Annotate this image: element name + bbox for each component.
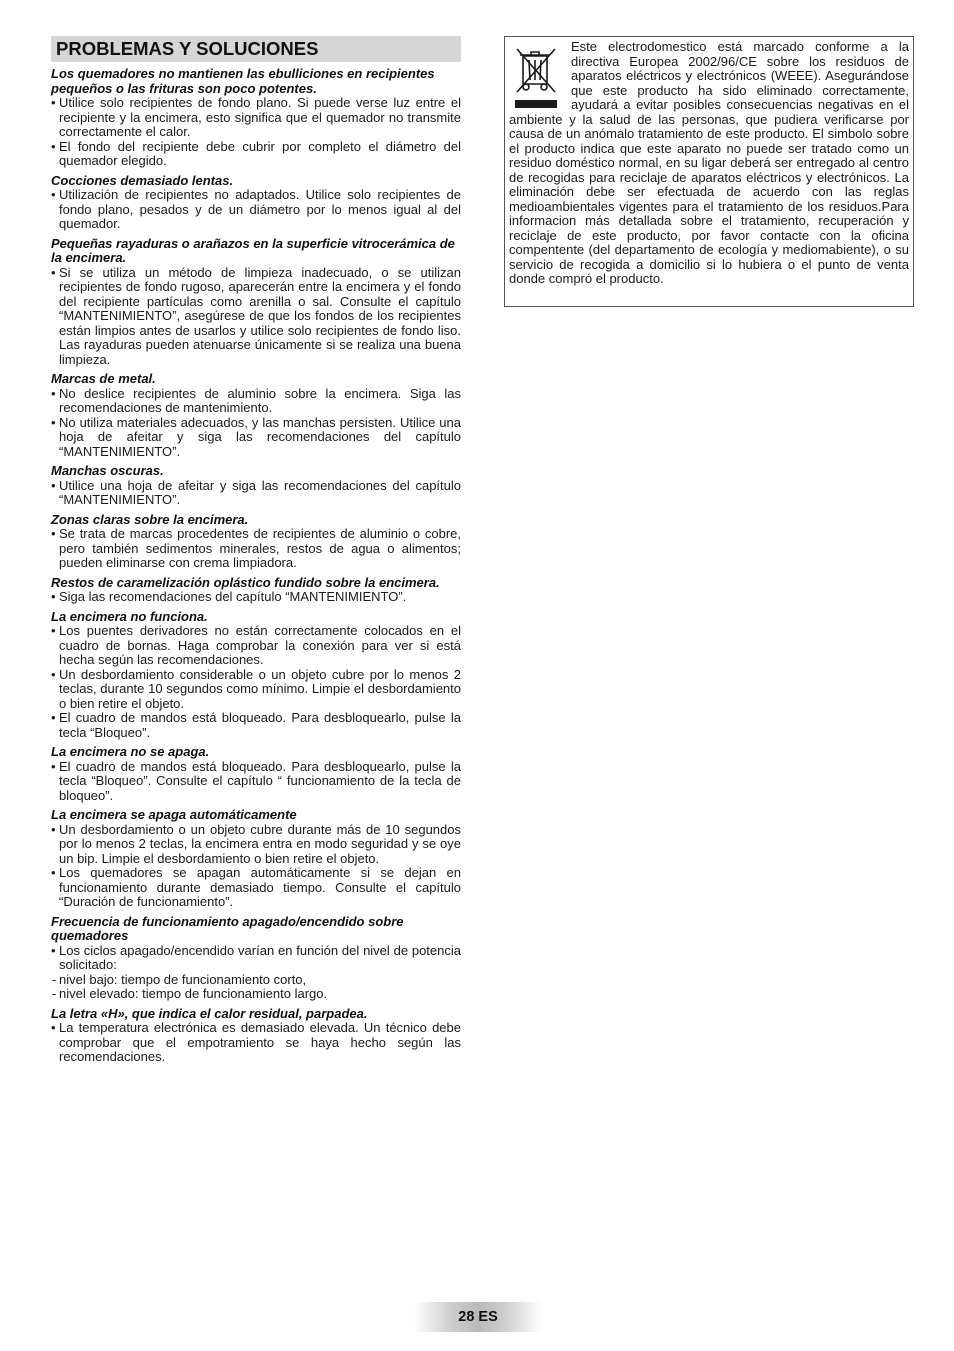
solution-bullet: • Utilice una hoja de afeitar y siga las recomendaciones del capítulo “MANTENIMIENTO”. [51,479,461,508]
solution-bullet: • Los quemadores se apagan automáticamente si se dejan en funcionamiento durante demasiado tiempo. Consulte el capítulo “Duración de funcionamiento”. [51,866,461,910]
solution-bullet: • Utilice solo recipientes de fondo plano. Si puede verse luz entre el recipiente y la encimera, esto significa que el quemador no transmite correctamente el calor. [51,96,461,140]
solution-bullet: • Los puentes derivadores no están correctamente colocados en el cuadro de bornas. Haga comprobar la conexión para ver si está hecha según las recomendaciones. [51,624,461,668]
problem-heading: Zonas claras sobre la encimera. [51,511,249,527]
problem-block [51,808,461,910]
weee-notice-box [504,36,914,307]
solution-bullet: • El cuadro de mandos está bloqueado. Para desbloquearlo, pulse la tecla “Bloqueo”. Consulte el capítulo “ funcionamiento de la tecla de bloqueo”. [51,760,461,804]
solution-bullet: • Si se utiliza un método de limpieza inadecuado, o se utilizan recipientes de fondo rugoso, aparecerán entre la encimera y el fondo del recipiente partículas como arenilla o sal. Consulte el capítulo “MANTENIMIENTO”, asegúrese de que los fondos de los recipientes están limpios antes de usarlos y utilice solo recipientes de fondo liso. Las rayaduras pueden atenuarse únicamente si se realiza una buena limpieza. [51,266,461,368]
solution-bullet: • El cuadro de mandos está bloqueado. Para desbloquearlo, pulse la tecla “Bloqueo”. [51,711,461,740]
solution-bullet: • Siga las recomendaciones del capítulo “MANTENIMIENTO”. [51,590,461,605]
problem-block [51,174,461,232]
solution-bullet: • Se trata de marcas procedentes de recipientes de aluminio o cobre, pero también sedimentos minerales, restos de agua o alimentos; pueden eliminarse con crema limpiadora. [51,527,461,571]
solution-sub-item: - nivel bajo: tiempo de funcionamiento corto, [51,973,461,988]
problem-heading: La encimera se apaga automáticamente [51,807,297,822]
section-title: PROBLEMAS Y SOLUCIONES [51,36,461,62]
solution-bullet: • No deslice recipientes de aluminio sobre la encimera. Siga las recomendaciones de mantenimiento. [51,387,461,416]
problem-heading: Cocciones demasiado lentas. [51,172,234,188]
problem-heading: Frecuencia de funcionamiento apagado/encendido sobre quemadores [51,913,404,943]
problem-heading: Pequeñas rayaduras o arañazos en la superficie vitrocerámica de la encimera. [51,235,455,265]
problem-heading: Manchas oscuras. [51,463,164,478]
solution-bullet: • El fondo del recipiente debe cubrir por completo el diámetro del quemador elegido. [51,140,461,169]
problem-block [51,915,461,1002]
page-number: 28 ES [458,1309,498,1325]
page-footer [414,1302,542,1332]
crossed-out-wheelie-bin-icon [509,40,565,112]
problem-block [51,513,461,571]
solution-bullet: • Un desbordamiento considerable o un objeto cubre por lo menos 2 teclas, durante 10 segundos como mínimo. Limpie el desbordamiento o bien retire el objeto. [51,668,461,712]
problem-block [51,372,461,459]
problem-block [51,745,461,803]
problem-block [51,1007,461,1065]
problem-heading: La letra «H», que indica el calor residual, parpadea. [51,1005,368,1021]
solution-bullet: • Un desbordamiento o un objeto cubre durante más de 10 segundos por lo menos 2 teclas, la encimera entra en modo seguridad y se oye un bip. Limpie el desbordamiento o bien retire el objeto. [51,823,461,867]
problem-heading: Marcas de metal. [51,371,156,386]
problem-block [51,464,461,508]
solution-bullet: • Los ciclos apagado/encendido varían en función del nivel de potencia solicitado: [51,944,461,973]
problem-block [51,237,461,368]
problem-heading: Los quemadores no mantienen las ebulliciones en recipientes pequeños o las frituras son poco potentes. [51,66,435,96]
problems-list [51,67,461,1065]
solution-bullet: • No utiliza materiales adecuados, y las manchas persisten. Utilice una hoja de afeitar y siga las recomendaciones del capítulo “MANTENIMIENTO”. [51,416,461,460]
problem-block [51,576,461,605]
solution-bullet: • La temperatura electrónica es demasiado elevada. Un técnico debe comprobar que el empotramiento se haya hecho según las recomendaciones. [51,1021,461,1065]
weee-notice-text: Este electrodomestico está marcado conforme a la directiva Europea 2002/96/CE sobre los residuos de aparatos eléctricos y electrónicos (WEEE). Asegurándose que este producto ha sido eliminado correctamente, ayudará a evitar posibles consecuencias negativas en el ambiente y la salud de las personas, que pudiera verificarse por causa de un anómalo tratamiento de este producto. El simbolo sobre el producto indica que este aparato no puede ser tratado como un residuo doméstico normal, en su ligar deberá ser entregado al centro de recogidas para reciclaje de aparatos eléctricos y electrónicos. La eliminación debe ser efectuada de acuerdo con las reglas medioambientales vigentes para el tratamiento de los residuos.Para informacion más detallada sobre el tratamiento, recuperación y reciclaje de este producto, por favor contacte con la oficina compentente (del departamento de ecología y mediomabiente), o su servicio de recogida a domicilio si lo hubiera o el punto de venta donde compró el producto. [509,39,909,286]
troubleshooting-column [51,36,461,1070]
problem-block [51,610,461,741]
solution-bullet: • Utilización de recipientes no adaptados. Utilice solo recipientes de fondo plano, pesados y de un diámetro por lo menos igual al del quemador. [51,188,461,232]
solution-sub-item: - nivel elevado: tiempo de funcionamiento largo. [51,987,461,1002]
problem-heading: Restos de caramelización oplástico fundido sobre la encimera. [51,574,440,590]
problem-heading: La encimera no funciona. [51,608,208,624]
problem-heading: La encimera no se apaga. [51,744,210,759]
problem-block [51,67,461,169]
